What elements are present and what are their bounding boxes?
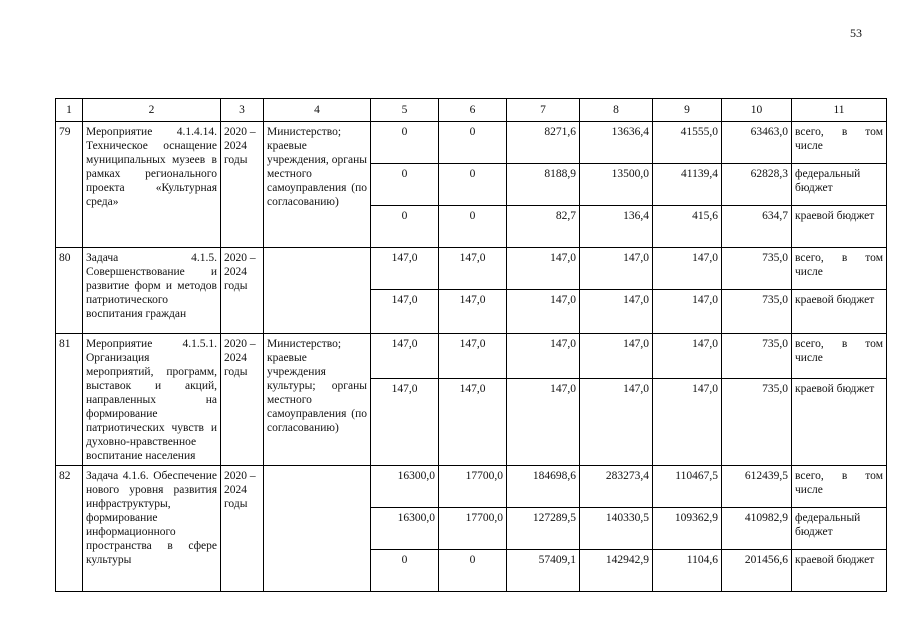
column-header: 11 bbox=[792, 99, 887, 122]
column-header: 2 bbox=[83, 99, 221, 122]
row-number: 81 bbox=[56, 334, 83, 466]
value-cell: 147,0 bbox=[653, 334, 722, 379]
activity-name: Мероприятие 4.1.5.1. Организация мероприятий, программ, выставок и акций, направленных на формирование патриотических чувств и духовно-нравственное воспитание населения bbox=[83, 334, 221, 466]
funding-source: всего, в том числе bbox=[792, 334, 887, 379]
value-cell: 57409,1 bbox=[507, 550, 580, 592]
value-cell: 147,0 bbox=[580, 248, 653, 290]
value-cell: 41139,4 bbox=[653, 164, 722, 206]
executor: Министерство; краевые учреждения, органы местного самоуправления (по согласованию) bbox=[264, 122, 371, 248]
period: 2020 – 2024 годы bbox=[221, 122, 264, 248]
row-number: 80 bbox=[56, 248, 83, 334]
budget-table bbox=[55, 98, 887, 592]
value-cell: 735,0 bbox=[722, 248, 792, 290]
period: 2020 – 2024 годы bbox=[221, 248, 264, 334]
value-cell: 147,0 bbox=[507, 378, 580, 465]
value-cell: 735,0 bbox=[722, 290, 792, 334]
funding-source: краевой бюджет bbox=[792, 550, 887, 592]
funding-source: краевой бюджет bbox=[792, 290, 887, 334]
funding-source: краевой бюджет bbox=[792, 378, 887, 465]
value-cell: 147,0 bbox=[439, 378, 507, 465]
value-cell: 0 bbox=[439, 164, 507, 206]
value-cell: 0 bbox=[371, 206, 439, 248]
value-cell: 0 bbox=[371, 550, 439, 592]
column-header: 1 bbox=[56, 99, 83, 122]
value-cell: 147,0 bbox=[371, 290, 439, 334]
value-cell: 142942,9 bbox=[580, 550, 653, 592]
table-row bbox=[56, 334, 887, 379]
activity-name: Мероприятие 4.1.4.14. Техническое оснащение муниципальных музеев в рамках регионального проекта «Культурная среда» bbox=[83, 122, 221, 248]
value-cell: 0 bbox=[371, 164, 439, 206]
value-cell: 147,0 bbox=[371, 334, 439, 379]
value-cell: 17700,0 bbox=[439, 466, 507, 508]
value-cell: 147,0 bbox=[507, 248, 580, 290]
column-header: 8 bbox=[580, 99, 653, 122]
value-cell: 0 bbox=[439, 206, 507, 248]
value-cell: 8271,6 bbox=[507, 122, 580, 164]
value-cell: 13500,0 bbox=[580, 164, 653, 206]
executor bbox=[264, 466, 371, 592]
value-cell: 82,7 bbox=[507, 206, 580, 248]
column-header: 5 bbox=[371, 99, 439, 122]
value-cell: 147,0 bbox=[371, 248, 439, 290]
value-cell: 147,0 bbox=[653, 290, 722, 334]
header-row bbox=[56, 99, 887, 122]
value-cell: 147,0 bbox=[580, 290, 653, 334]
value-cell: 147,0 bbox=[653, 378, 722, 465]
value-cell: 612439,5 bbox=[722, 466, 792, 508]
value-cell: 17700,0 bbox=[439, 508, 507, 550]
value-cell: 147,0 bbox=[507, 334, 580, 379]
value-cell: 147,0 bbox=[439, 334, 507, 379]
row-number: 82 bbox=[56, 466, 83, 592]
value-cell: 63463,0 bbox=[722, 122, 792, 164]
funding-source: краевой бюджет bbox=[792, 206, 887, 248]
value-cell: 147,0 bbox=[580, 378, 653, 465]
value-cell: 147,0 bbox=[580, 334, 653, 379]
value-cell: 127289,5 bbox=[507, 508, 580, 550]
funding-source: всего, в том числе bbox=[792, 248, 887, 290]
period: 2020 – 2024 годы bbox=[221, 466, 264, 592]
value-cell: 16300,0 bbox=[371, 508, 439, 550]
value-cell: 147,0 bbox=[507, 290, 580, 334]
value-cell: 136,4 bbox=[580, 206, 653, 248]
value-cell: 0 bbox=[371, 122, 439, 164]
value-cell: 147,0 bbox=[439, 248, 507, 290]
value-cell: 109362,9 bbox=[653, 508, 722, 550]
value-cell: 16300,0 bbox=[371, 466, 439, 508]
column-header: 6 bbox=[439, 99, 507, 122]
table-row bbox=[56, 248, 887, 290]
table-row bbox=[56, 466, 887, 508]
value-cell: 0 bbox=[439, 122, 507, 164]
value-cell: 184698,6 bbox=[507, 466, 580, 508]
executor bbox=[264, 248, 371, 334]
value-cell: 62828,3 bbox=[722, 164, 792, 206]
value-cell: 147,0 bbox=[371, 378, 439, 465]
value-cell: 634,7 bbox=[722, 206, 792, 248]
activity-name: Задача 4.1.5. Совершенствование и развитие форм и методов патриотического воспитания граждан bbox=[83, 248, 221, 334]
value-cell: 0 bbox=[439, 550, 507, 592]
value-cell: 147,0 bbox=[653, 248, 722, 290]
row-number: 79 bbox=[56, 122, 83, 248]
funding-source: федеральный бюджет bbox=[792, 508, 887, 550]
value-cell: 140330,5 bbox=[580, 508, 653, 550]
column-header: 4 bbox=[264, 99, 371, 122]
executor: Министерство; краевые учреждения культуры; органы местного самоуправления (по согласованию) bbox=[264, 334, 371, 466]
value-cell: 147,0 bbox=[439, 290, 507, 334]
value-cell: 283273,4 bbox=[580, 466, 653, 508]
value-cell: 1104,6 bbox=[653, 550, 722, 592]
value-cell: 110467,5 bbox=[653, 466, 722, 508]
page-number: 53 bbox=[850, 26, 862, 40]
funding-source: всего, в том числе bbox=[792, 122, 887, 164]
funding-source: федеральный бюджет bbox=[792, 164, 887, 206]
column-header: 7 bbox=[507, 99, 580, 122]
value-cell: 735,0 bbox=[722, 378, 792, 465]
period: 2020 – 2024 годы bbox=[221, 334, 264, 466]
value-cell: 41555,0 bbox=[653, 122, 722, 164]
value-cell: 13636,4 bbox=[580, 122, 653, 164]
value-cell: 415,6 bbox=[653, 206, 722, 248]
value-cell: 201456,6 bbox=[722, 550, 792, 592]
column-header: 10 bbox=[722, 99, 792, 122]
value-cell: 8188,9 bbox=[507, 164, 580, 206]
column-header: 3 bbox=[221, 99, 264, 122]
funding-source: всего, в том числе bbox=[792, 466, 887, 508]
value-cell: 410982,9 bbox=[722, 508, 792, 550]
activity-name: Задача 4.1.6. Обеспечение нового уровня развития инфраструктуры, формирование информационного пространства в сфере культуры bbox=[83, 466, 221, 592]
table-row bbox=[56, 122, 887, 164]
value-cell: 735,0 bbox=[722, 334, 792, 379]
column-header: 9 bbox=[653, 99, 722, 122]
